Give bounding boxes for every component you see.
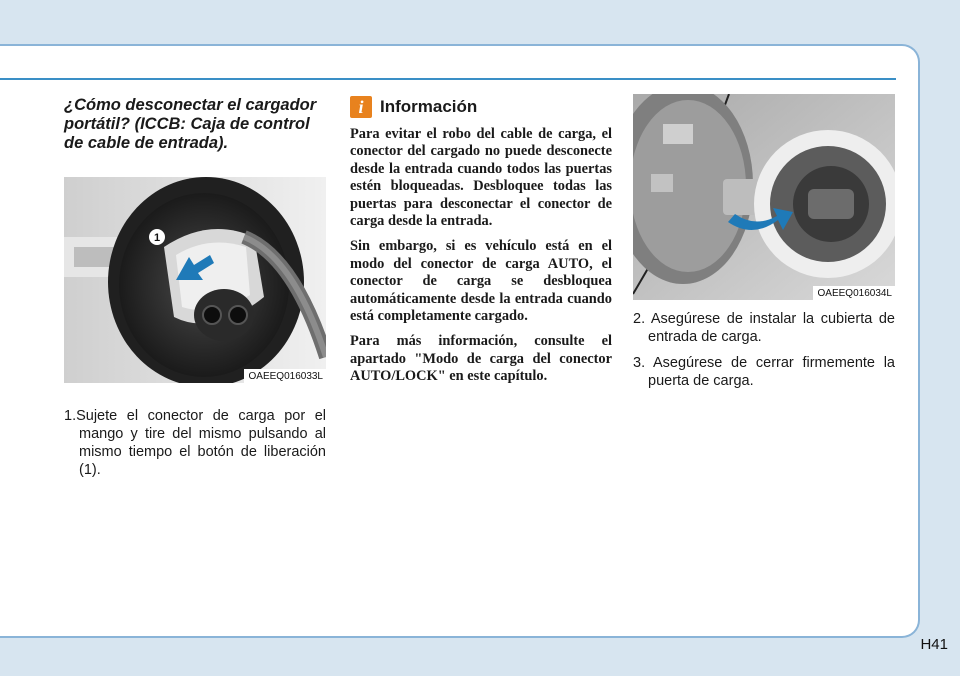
- connector-illustration: [64, 177, 326, 383]
- info-paragraph-2: Sin embargo, si es vehículo está en el modo del conector de carga AUTO, el conector de carga se desbloquea automáticamente desde la entrada cuando está completamente cargado.: [350, 238, 612, 325]
- charging-connector-figure: [64, 177, 326, 383]
- info-paragraph-3: Para más información, consulte el apartado "Modo de carga del conector AUTO/LOCK" en este capítulo.: [350, 333, 612, 385]
- door-illustration: [633, 94, 895, 300]
- charging-door-figure: [633, 94, 895, 300]
- info-icon: i: [350, 96, 372, 118]
- step-3: 3. Asegúrese de cerrar firmemente la puerta de carga.: [633, 355, 895, 389]
- figure-code: OAEEQ016033L: [244, 369, 327, 383]
- step-1: 1.Sujete el conector de carga por el mango y tire del mismo pulsando al mismo tiempo el botón de liberación (1).: [64, 408, 326, 478]
- info-title: [350, 96, 612, 118]
- info-paragraph-1: Para evitar el robo del cable de carga, el conector del cargado no puede desconecte desde la entrada cuando todos las puertas estén bloqueadas. Desbloquee todas las puertas para desconectar el conector de carga desde la entrada.: [350, 126, 612, 230]
- header-rule: [0, 78, 896, 80]
- step-2: 2. Asegúrese de instalar la cubierta de entrada de carga.: [633, 311, 895, 345]
- section-heading: ¿Cómo desconectar el cargador portátil? (ICCB: Caja de control de cable de entrada).: [64, 96, 317, 152]
- callout-number: 1: [153, 232, 161, 244]
- manual-page: [0, 44, 920, 638]
- info-heading: Información: [380, 97, 478, 116]
- right-column: [633, 96, 895, 390]
- info-column: [350, 96, 612, 394]
- left-column: [64, 96, 326, 479]
- page-number: H41: [920, 636, 948, 653]
- figure-code: OAEEQ016034L: [813, 286, 896, 300]
